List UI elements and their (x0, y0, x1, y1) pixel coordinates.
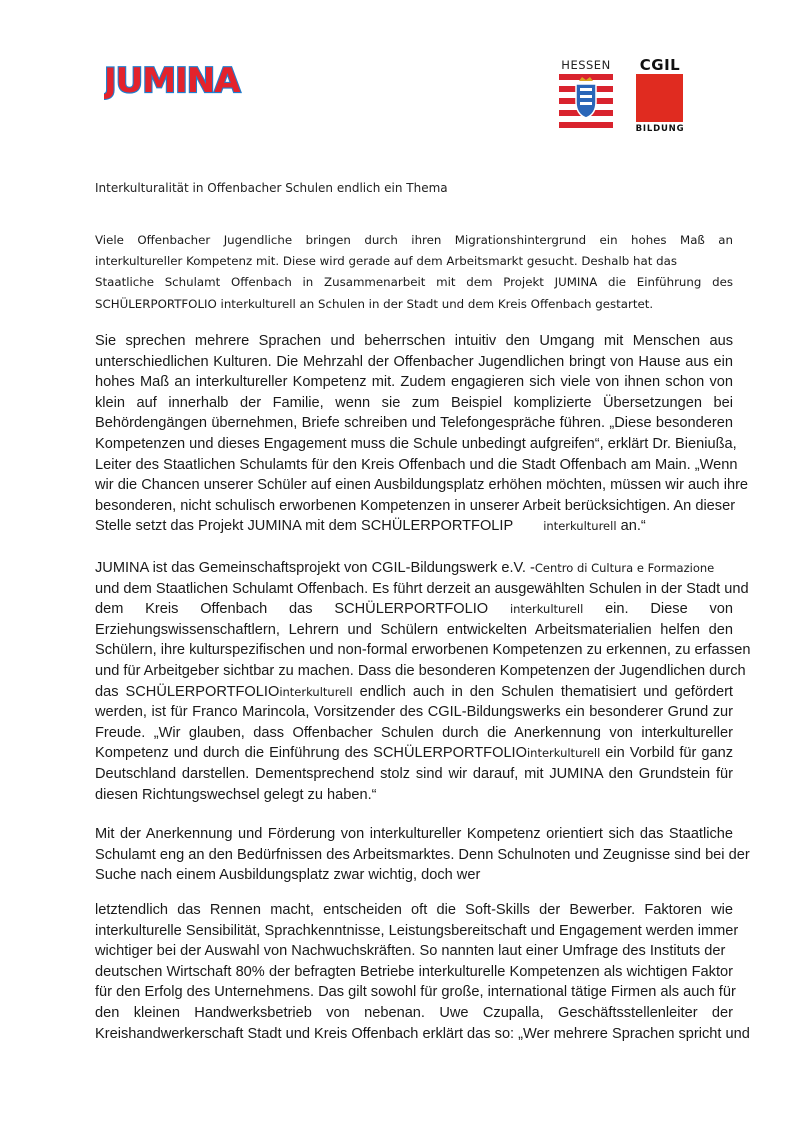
cgil-logo-box (636, 74, 683, 122)
hessen-logo-text: HESSEN (561, 58, 611, 72)
text-line: Behördengängen übernehmen, Briefe schreiben und Telefongespräche führen. „Diese besonderen (95, 415, 733, 432)
inline-term: interkulturell (526, 746, 601, 761)
text-line: Suche nach einem Ausbildungsplatz zwar wichtig, doch wer (95, 867, 481, 884)
text-line: SCHÜLERPORTFOLIO interkulturell an Schulen in der Stadt und dem Kreis Offenbach gestartet. (95, 296, 654, 311)
text-line: deutschen Wirtschaft 80% der befragten Betriebe interkulturelle Kompetenzen als wichtigen Faktor (95, 963, 733, 980)
body-paragraph (95, 824, 750, 886)
body-paragraph (95, 558, 751, 805)
text-line: interkulturelle Sensibilität, Sprachkenntnisse, Leistungsbereitschaft und Engagement werden immer (95, 922, 739, 939)
text-segment: JUMINA ist das Gemeinschaftsprojekt von CGIL-Bildungswerk e.V. - (95, 560, 535, 576)
hessen-flag-icon (559, 72, 613, 128)
text-line: für den Erfolg des Unternehmens. Das gilt sowohl für große, international tätige Firmen als auch für (95, 984, 736, 1001)
text-line: klein auf innerhalb der Familie, wenn sie zum Beispiel komplizierte Übersetzungen bei (95, 394, 733, 411)
text-segment: Stelle setzt das Projekt JUMINA mit dem SCHÜLERPORTFOLIP (95, 518, 514, 535)
text-segment: das SCHÜLERPORTFOLIO (95, 683, 280, 700)
text-line: hohes Maß an interkultureller Kompetenz mit. Zudem engagieren sich viele von ihnen schon von (95, 374, 733, 391)
text-line: Erziehungswissenschaftlern, Lehrern und Schülern entwickelten Arbeitsmaterialien helfen den (95, 621, 733, 638)
text-line: Kreishandwerkerschaft Stadt und Kreis Offenbach erklärt das so: „Wer mehrere Sprachen spricht und (95, 1025, 750, 1042)
text-line (95, 682, 733, 703)
text-line: Leiter des Staatlichen Schulamts für den Kreis Offenbach und die Stadt Offenbach am Main. „Wenn (95, 456, 738, 473)
text-line: den kleinen Handwerksbetrieb von nebenan. Uwe Czupalla, Geschäftsstellenleiter der (95, 1004, 733, 1021)
text-line: Viele Offenbacher Jugendliche bringen durch ihren Migrationshintergrund ein hohes Maß an (95, 233, 733, 247)
text-line: Staatliche Schulamt Offenbach in Zusammenarbeit mit dem Projekt JUMINA die Einführung des (95, 275, 733, 290)
text-line: werden, ist für Franco Marincola, Vorsitzender des CGIL-Bildungswerks ein besonderer Grund zur (95, 704, 733, 721)
text-line: Mit der Anerkennung und Förderung von interkultureller Kompetenz orientiert sich das Staatliche (95, 826, 733, 842)
document-title: Interkulturalität in Offenbacher Schulen endlich ein Thema (95, 181, 448, 195)
text-segment: ein Vorbild für ganz (605, 745, 733, 762)
text-segment: Kompetenz und durch die Einführung des SCHÜLERPORTFOLIO (95, 745, 527, 762)
text-line: Schulamt eng an den Bedürfnissen des Arbeitsmarktes. Denn Schulnoten und Zeugnisse sind bei der (95, 846, 750, 863)
cgil-logo (634, 56, 686, 136)
text-segment: dem Kreis Offenbach das SCHÜLERPORTFOLIO (95, 601, 489, 618)
text-line (95, 558, 733, 579)
jumina-logo (104, 62, 264, 100)
inline-term: interkulturell (543, 519, 617, 534)
text-line (95, 599, 733, 620)
text-line: wichtiger bei der Auswahl von Nachwuchskräften. So nannten laut einer Umfrage des Instituts der (95, 943, 726, 960)
text-line: diesen Richtungswechsel gelegt zu haben.“ (95, 786, 377, 803)
text-line: und dem Staatlichen Schulamt Offenbach. Es führt derzeit an ausgewählten Schulen in der Stadt und (95, 580, 749, 597)
text-line: interkultureller Kompetenz mit. Diese wird gerade auf dem Arbeitsmarkt gesucht. Deshalb hat das (95, 254, 677, 269)
text-segment: ein. Diese von (605, 601, 733, 618)
text-line (95, 516, 733, 537)
text-line (95, 743, 733, 764)
text-segment: an.“ (620, 518, 646, 535)
text-line: Deutschland darstellen. Dementsprechend stolz sind wir darauf, mit JUMINA den Grundstein für (95, 765, 733, 782)
intro-paragraph (95, 230, 733, 315)
jumina-logo-text: JUMINA (104, 62, 240, 100)
cgil-logo-subtitle: BILDUNG (635, 124, 685, 134)
body-paragraph (95, 331, 749, 537)
text-line: Kompetenzen und dieses Engagement muss die Schule unbedingt aufgreifen“, erklärt Dr. Bieniußa, (95, 435, 737, 452)
text-line: wir die Chancen unserer Schüler auf einen Ausbildungsplatz erhöhen möchten, müssen wir auch ihre (95, 477, 749, 494)
text-line: unterschiedlichen Kulturen. Die Mehrzahl der Offenbacher Jugendlichen bringt von Hause aus ein (95, 353, 733, 370)
inline-term: Centro di Cultura e Formazione (534, 561, 715, 575)
hessen-logo (557, 58, 615, 130)
text-line: Sie sprechen mehrere Sprachen und beherrschen intuitiv den Umgang mit Menschen aus (95, 333, 733, 349)
text-line: besonderen, nicht schulisch erworbenen Kompetenzen in unserer Arbeit berücksichtigen. An dieser (95, 497, 736, 514)
inline-term: interkulturell (509, 602, 584, 617)
text-segment: endlich auch in den Schulen thematisiert und gefördert (359, 683, 733, 700)
text-line: Schülern, ihre kulturspezifischen und non-formal erworbenen Kompetenzen zu erkennen, zu erfassen (95, 642, 751, 659)
inline-term: interkulturell (279, 684, 353, 699)
cgil-logo-text: CGIL (639, 56, 681, 74)
text-line: Freude. „Wir glauben, dass Offenbacher Schulen durch die Anerkennung von interkultureller (95, 724, 733, 741)
body-paragraph (95, 900, 750, 1044)
text-line: und für Arbeitgeber sichtbar zu machen. Dass die besonderen Kompetenzen der Jugendlichen durch (95, 662, 746, 679)
text-line: letztendlich das Rennen macht, entscheiden oft die Soft-Skills der Bewerber. Faktoren wie (95, 902, 733, 918)
